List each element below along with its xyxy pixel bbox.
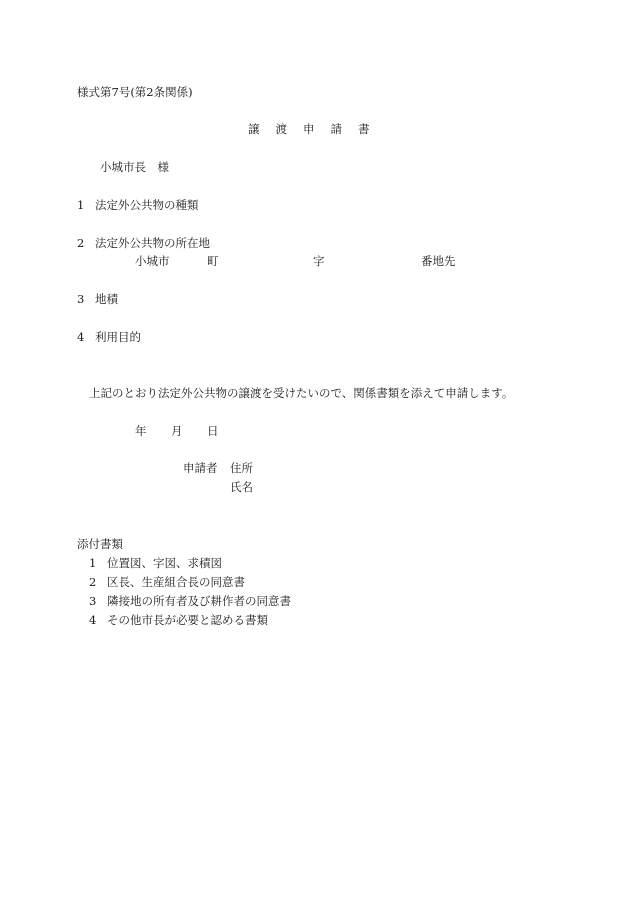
attachment-item-3: 隣接地の所有者及び耕作者の同意書: [107, 594, 291, 608]
attachments-heading: 添付書類: [77, 537, 123, 551]
applicant-label: 申請者: [183, 461, 218, 475]
addressee: 小城市長 様: [100, 160, 169, 174]
date-year: 年: [135, 424, 147, 438]
item-number-2: 2: [77, 236, 85, 250]
item-number-4: 4: [77, 330, 85, 344]
attachment-number-4: 4: [89, 613, 97, 627]
application-statement: 上記のとおり法定外公共物の譲渡を受けたいので、関係書類を添えて申請します。: [89, 386, 514, 400]
location-aza: 字: [313, 254, 325, 268]
item-label-purpose: 利用目的: [95, 330, 141, 344]
item-label-area: 地積: [95, 292, 118, 306]
attachment-number-3: 3: [89, 594, 97, 608]
attachment-item-4: その他市長が必要と認める書類: [107, 613, 268, 627]
applicant-name-label: 氏名: [230, 480, 253, 494]
item-number-3: 3: [77, 292, 85, 306]
date-month: 月: [171, 424, 183, 438]
attachment-item-1: 位置図、字図、求積図: [107, 556, 222, 570]
attachment-number-2: 2: [89, 575, 97, 589]
item-label-location: 法定外公共物の所在地: [95, 236, 210, 250]
location-city: 小城市: [135, 254, 170, 268]
location-banchi: 番地先: [421, 254, 456, 268]
location-town: 町: [207, 254, 219, 268]
attachment-item-2: 区長、生産組合長の同意書: [107, 575, 245, 589]
date-day: 日: [207, 424, 219, 438]
attachment-number-1: 1: [89, 556, 97, 570]
document-title: 譲渡申請書: [248, 122, 386, 136]
form-number: 様式第7号(第2条関係): [77, 85, 193, 99]
item-number-1: 1: [77, 198, 85, 212]
item-label-type: 法定外公共物の種類: [95, 198, 199, 212]
applicant-address-label: 住所: [230, 461, 253, 475]
